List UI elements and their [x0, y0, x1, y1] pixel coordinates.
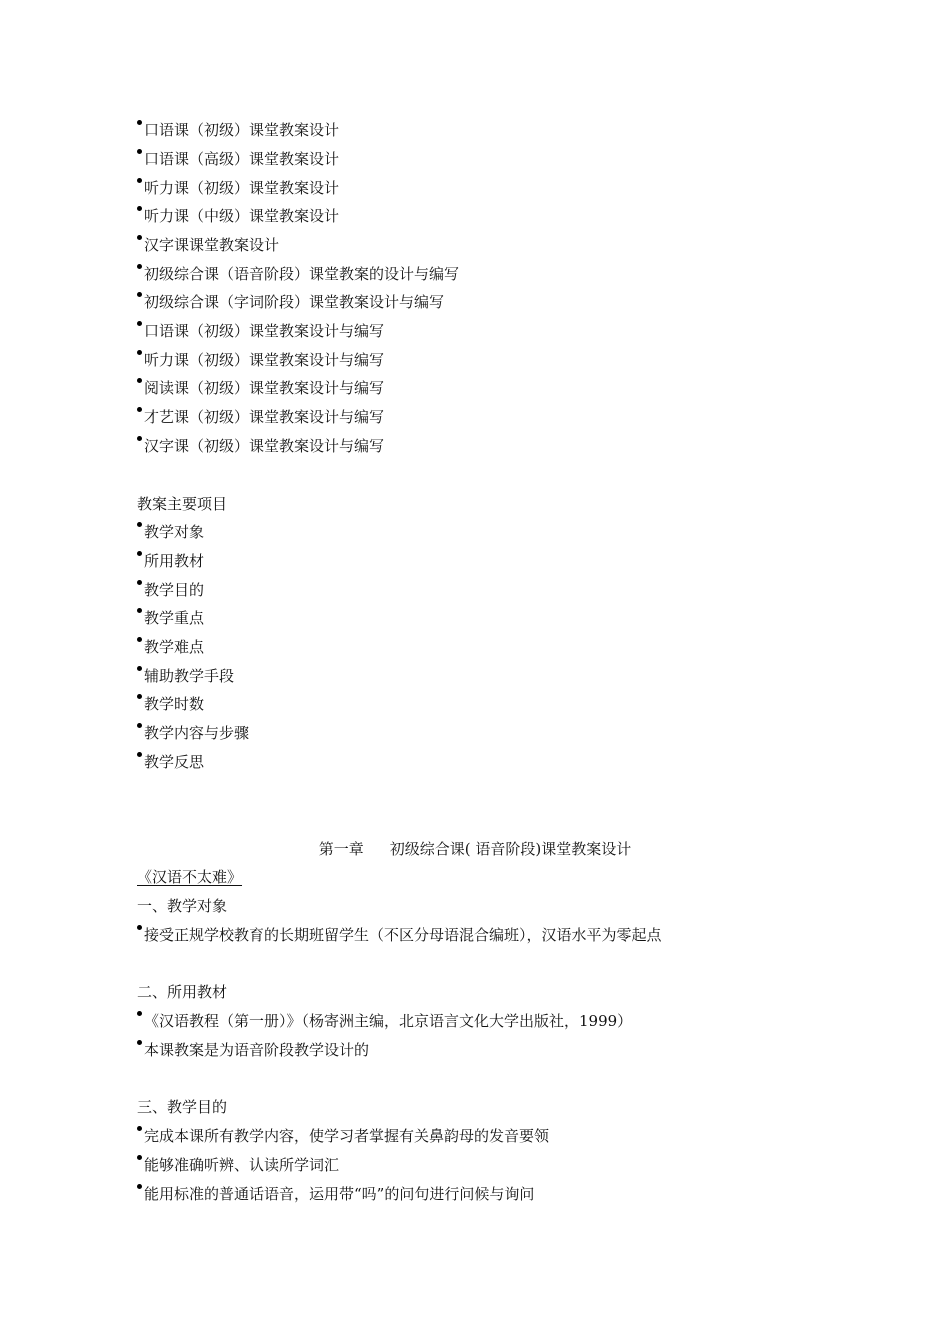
bullet-icon: [137, 694, 142, 699]
list-item: 阅读课（初级）课堂教案设计与编写: [137, 377, 384, 399]
list-item: 汉字课课堂教案设计: [137, 234, 279, 256]
list-item: 口语课（初级）课堂教案设计与编写: [137, 320, 384, 342]
list-item: 口语课（高级）课堂教案设计: [137, 148, 339, 170]
section-heading: 一、教学对象: [137, 897, 228, 915]
list-item: 能用标准的普通话语音，运用带“吗”的问句进行问候与询问: [137, 1183, 534, 1205]
list-item: 所用教材: [137, 550, 204, 572]
book-title: 《汉语不太难》: [137, 868, 243, 886]
list-item: 初级综合课（字词阶段）课堂教案设计与编写: [137, 291, 444, 313]
list-item: 教学重点: [137, 607, 204, 629]
bullet-icon: [137, 1126, 142, 1131]
bullet-icon: [137, 206, 142, 211]
list-item: 听力课（中级）课堂教案设计: [137, 205, 339, 227]
chapter-number: 第一章: [318, 840, 364, 858]
bullet-icon: [137, 752, 142, 757]
list-item: 教学对象: [137, 521, 204, 543]
bullet-icon: [137, 925, 142, 930]
list-item: 听力课（初级）课堂教案设计: [137, 177, 339, 199]
bullet-icon: [137, 120, 142, 125]
bullet-icon: [137, 723, 142, 728]
list-item: 教学内容与步骤: [137, 722, 249, 744]
bullet-icon: [137, 292, 142, 297]
list-item: 听力课（初级）课堂教案设计与编写: [137, 349, 384, 371]
section-heading: 教案主要项目: [137, 495, 228, 513]
list-item: 本课教案是为语音阶段教学设计的: [137, 1039, 369, 1061]
bullet-icon: [137, 608, 142, 613]
list-item: 教学难点: [137, 636, 204, 658]
list-item: 教学时数: [137, 693, 204, 715]
list-item: 初级综合课（语音阶段）课堂教案的设计与编写: [137, 263, 459, 285]
bullet-icon: [137, 1040, 142, 1045]
list-item: 能够准确听辨、认读所学词汇: [137, 1154, 339, 1176]
bullet-icon: [137, 149, 142, 154]
bullet-icon: [137, 436, 142, 441]
bullet-icon: [137, 235, 142, 240]
list-item: 汉字课（初级）课堂教案设计与编写: [137, 435, 384, 457]
bullet-icon: [137, 1184, 142, 1189]
list-item: 口语课（初级）课堂教案设计: [137, 119, 339, 141]
bullet-icon: [137, 407, 142, 412]
bullet-icon: [137, 264, 142, 269]
list-item: 教学反思: [137, 751, 204, 773]
list-item: 才艺课（初级）课堂教案设计与编写: [137, 406, 384, 428]
section-heading: 二、所用教材: [137, 983, 228, 1001]
chapter-title: [0, 838, 950, 860]
list-item: 教学目的: [137, 579, 204, 601]
bullet-icon: [137, 321, 142, 326]
bullet-icon: [137, 666, 142, 671]
bullet-icon: [137, 522, 142, 527]
bullet-icon: [137, 580, 142, 585]
list-item: 完成本课所有教学内容，使学习者掌握有关鼻韵母的发音要领: [137, 1125, 549, 1147]
bullet-icon: [137, 551, 142, 556]
list-item: 辅助教学手段: [137, 665, 234, 687]
bullet-icon: [137, 350, 142, 355]
bullet-icon: [137, 1011, 142, 1016]
section-heading: 三、教学目的: [137, 1098, 228, 1116]
list-item: 《汉语教程（第一册）》（杨寄洲主编，北京语言文化大学出版社，1999）: [137, 1010, 632, 1032]
list-item: 接受正规学校教育的长期班留学生（不区分母语混合编班），汉语水平为零起点: [137, 924, 662, 946]
bullet-icon: [137, 178, 142, 183]
chapter-name: 初级综合课( 语音阶段)课堂教案设计: [389, 840, 632, 858]
bullet-icon: [137, 637, 142, 642]
bullet-icon: [137, 378, 142, 383]
bullet-icon: [137, 1155, 142, 1160]
